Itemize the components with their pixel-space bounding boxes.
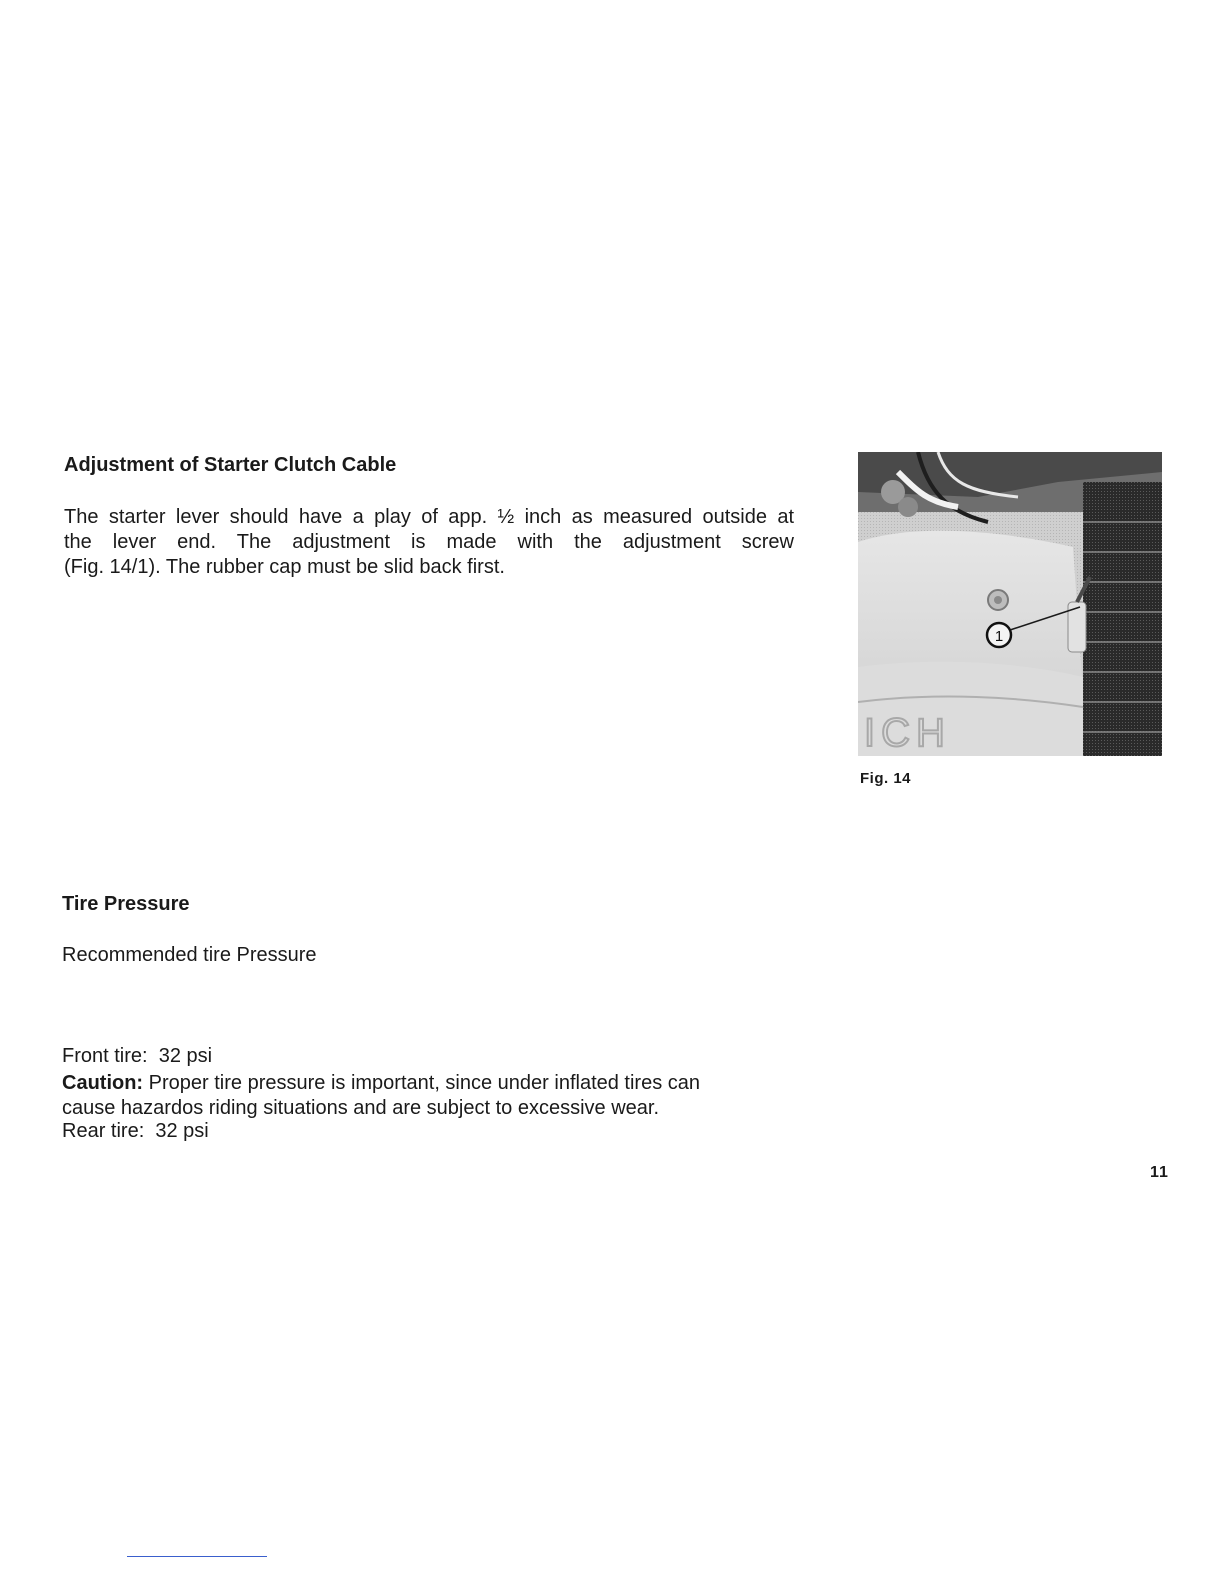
front-tire-pressure: Front tire: 32 psi	[62, 1045, 213, 1067]
figure-14-photo	[858, 452, 1162, 756]
starter-clutch-line-1: The starter lever should have a play of app. ½ inch as measured outside at	[64, 506, 794, 528]
figure-embossed-letters: ICH	[864, 711, 951, 755]
caution-text-line-1: Proper tire pressure is important, since under inflated tires can	[143, 1072, 701, 1094]
caution-line-1	[62, 1071, 802, 1096]
recommended-tire-pressure-label: Recommended tire Pressure	[62, 944, 317, 966]
figure-callout-1: 1	[994, 628, 1004, 645]
figure-14-caption: Fig. 14	[860, 770, 912, 787]
caution-paragraph	[62, 1071, 802, 1121]
starter-clutch-line-3: (Fig. 14/1). The rubber cap must be slid back first.	[64, 556, 505, 578]
caution-label: Caution:	[62, 1072, 144, 1094]
page-number: 11	[1150, 1164, 1169, 1181]
caution-text-line-2: cause hazardos riding situations and are subject to excessive wear.	[62, 1097, 660, 1119]
bottom-rule	[127, 1556, 267, 1557]
rear-tire-pressure: Rear tire: 32 psi	[62, 1120, 209, 1142]
starter-clutch-line-2: the lever end. The adjustment is made with the adjustment screw	[64, 531, 794, 553]
starter-clutch-paragraph	[64, 505, 794, 580]
section-heading-tire-pressure: Tire Pressure	[62, 893, 190, 915]
section-heading-starter-clutch-cable: Adjustment of Starter Clutch Cable	[64, 454, 397, 476]
